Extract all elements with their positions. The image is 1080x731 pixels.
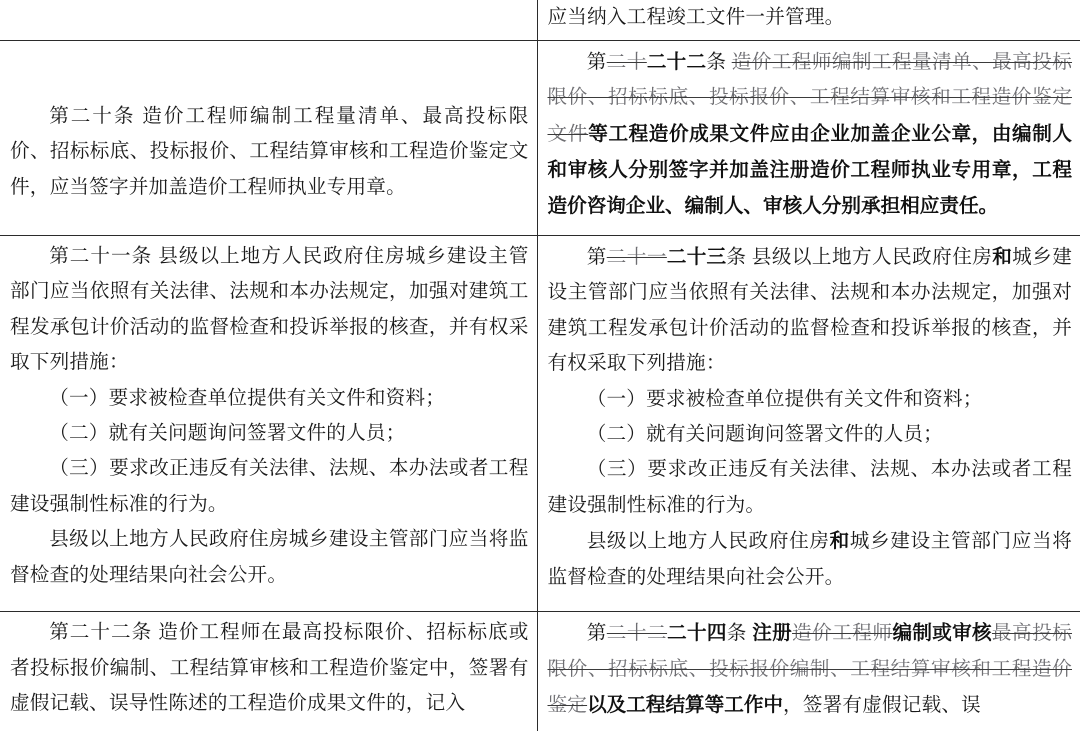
text-run-plain: （一）要求被检查单位提供有关文件和资料； [586, 388, 983, 410]
text-run-plain: （二）就有关问题询问签署文件的人员； [49, 422, 406, 444]
cell-original-row0 [0, 0, 537, 40]
paragraph [10, 615, 529, 721]
paragraph-item-1 [10, 381, 529, 416]
text-run-inserted: 以及工程结算等工作中 [587, 693, 784, 717]
text-run-inserted: 二十三 [666, 244, 727, 268]
cell-content [538, 236, 1080, 598]
cell-content [538, 0, 1080, 38]
text-run-deleted: 造价工程师 [792, 623, 893, 645]
cell-revised-row3 [537, 612, 1080, 731]
text-run-plain: 第 [586, 246, 607, 268]
text-run-plain: 条 [726, 623, 753, 645]
cell-content [538, 41, 1080, 228]
cell-content [0, 236, 537, 596]
cell-content [538, 612, 1080, 726]
table-row [0, 612, 1080, 731]
text-run-inserted: 二十二 [646, 49, 707, 73]
cell-revised-row0 [537, 0, 1080, 40]
table-row [0, 0, 1080, 40]
text-run-inserted: 和 [829, 529, 850, 553]
cell-content [0, 0, 537, 38]
text-run-deleted: 二十一 [606, 246, 667, 268]
text-run-deleted: 造价工程师编制 [731, 51, 872, 73]
text-run-deleted: 编制、工程结算审核和工程造价鉴定 [547, 658, 1072, 717]
cell-revised-row2 [537, 235, 1080, 612]
text-run-plain: 工程量清单、最高投标限价、招标标底、投标报价、工程结算审核 [547, 51, 1073, 109]
paragraph-item-3 [548, 452, 1073, 523]
text-run-plain: 第二十二条 造价工程师在最高投标限价、招标标底或者投标报价编制、工程结算审核和工程造价鉴定中，签署有虚假记载、误导性陈述的工程造价成果文件的，记入 [10, 622, 529, 715]
text-run-plain: 第二十一条 县级以上地方人民政府住房城乡建设主管部门应当依照有关法律、法规和本办法规定，加强对建筑工程发承包计价活动的监督检查和投诉举报的核查，并有权采取下列措施： [10, 245, 529, 374]
paragraph-item-2 [548, 417, 1073, 452]
text-run-inserted: 等工程造价成果文件应由企业加盖企业公章，由编制人和审核人分别签字并加盖注册造价工程师执业专用章，工程造价咨询企业、编制人、审核人分别承担相应责任。 [547, 121, 1072, 218]
paragraph-closing [548, 523, 1073, 595]
text-run-plain: 县级以上地方人民政府住房城乡建设主管部门应当将监督检查的处理结果向社会公开。 [10, 529, 529, 586]
text-run-plain: 应当纳入工程竣工文件一并管理。 [547, 7, 845, 28]
text-run-deleted: 二十二 [606, 623, 668, 645]
text-run-plain: 最高投标限价、招标标底、投标报价 [547, 623, 1072, 680]
text-run-plain: 第 [586, 51, 607, 73]
cell-original-row1 [0, 40, 537, 235]
paragraph-item-3 [10, 451, 529, 522]
text-run-plain: 城乡建设主管部门应当依照有关法律、法规和本办法规定，加强对建筑工程发承包计价活动的监督检查和投诉举报的核查，并有权采取下列措施： [547, 246, 1073, 375]
text-run-plain: （三）要求改正违反有关法律、法规、本办法或者工程建设强制性标准的行为。 [547, 459, 1072, 516]
text-run-deleted: 二十 [606, 51, 647, 73]
text-run-plain: 条 县级以上地方人民政府住房 [726, 246, 993, 268]
text-run-plain: （三）要求改正违反有关法律、法规、本办法或者工程建设强制性标准的行为。 [10, 458, 529, 515]
text-run-inserted: 和 [992, 244, 1013, 268]
text-run-inserted: 注册 [752, 621, 793, 645]
paragraph [548, 44, 1073, 225]
cell-content [0, 41, 537, 208]
cell-content [0, 612, 537, 724]
cell-original-row2 [0, 235, 537, 612]
text-run-plain: 县级以上地方人民政府住房 [586, 531, 830, 553]
cell-original-row3 [0, 612, 537, 731]
paragraph-item-2 [10, 416, 529, 451]
paragraph [10, 99, 529, 205]
table-row [0, 235, 1080, 612]
text-run-plain: 城乡建设主管部门应当将监督检查的处理结果向社会公开。 [547, 531, 1073, 588]
cell-revised-row1 [537, 40, 1080, 235]
text-run-deleted: 和工程造价鉴定文件 [547, 87, 1072, 145]
text-run-plain: 第二十条 造价工程师编制工程量清单、最高投标限价、招标标底、投标报价、工程结算审核和工程造价鉴定文件，应当签字并加盖造价工程师执业专用章。 [10, 105, 529, 198]
text-run-inserted: 编制或审核 [892, 621, 992, 645]
text-run-plain: ，签署有虚假记载、误 [783, 695, 981, 717]
paragraph-closing [10, 522, 529, 593]
table-row [0, 40, 1080, 235]
text-run-plain: 条 [706, 51, 732, 73]
paragraph [548, 615, 1073, 723]
text-run-inserted: 二十四 [667, 621, 727, 645]
text-run-plain: （一）要求被检查单位提供有关文件和资料； [49, 387, 446, 409]
text-run-plain: （二）就有关问题询问签署文件的人员； [586, 423, 943, 445]
paragraph [548, 239, 1073, 382]
paragraph [10, 239, 529, 381]
text-run-plain: 第 [586, 623, 607, 645]
paragraph-item-1 [548, 382, 1073, 417]
paragraph [548, 0, 1073, 35]
